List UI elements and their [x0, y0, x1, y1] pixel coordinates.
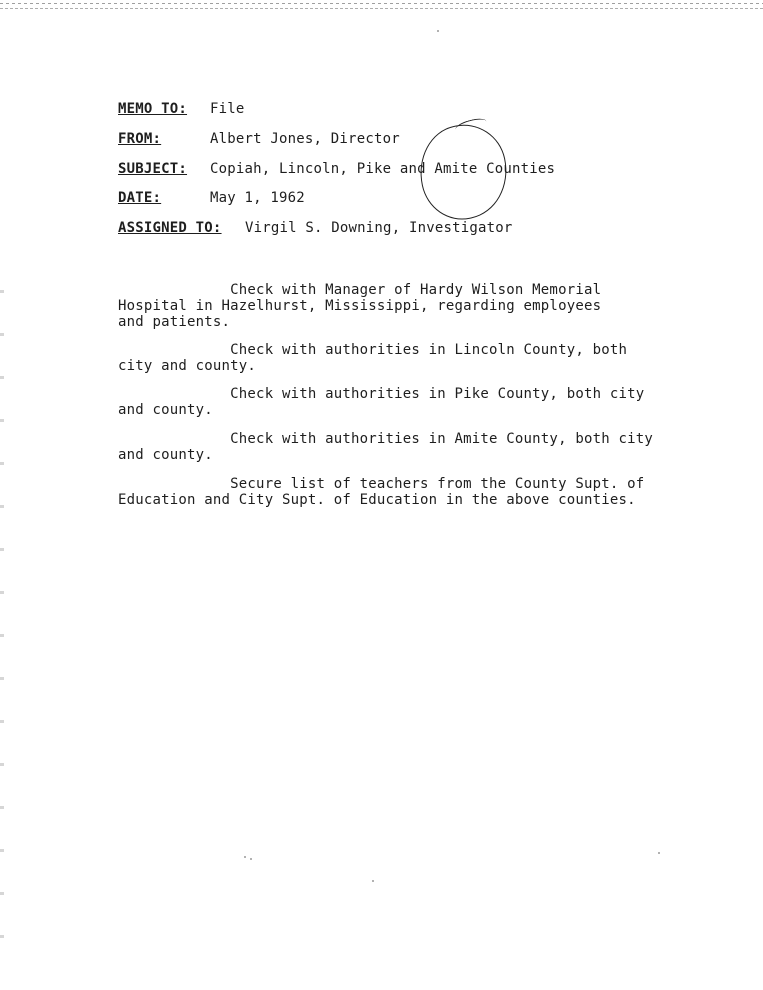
from-label: FROM:: [118, 131, 162, 147]
scan-speck: [250, 858, 252, 860]
scan-speck: [437, 30, 439, 32]
handwritten-circle-mark: [411, 117, 516, 227]
assigned-to-value: Virgil S. Downing, Investigator: [245, 220, 513, 236]
assigned-to-row: [118, 220, 513, 236]
paragraph-teachers: Secure list of teachers from the County Supt. of Education and City Supt. of Education in the above counties.: [118, 476, 645, 508]
memo-to-label: MEMO TO:: [118, 101, 188, 117]
subject-row: [118, 161, 556, 177]
subject-value: Copiah, Lincoln, Pike and Amite Counties: [210, 161, 556, 177]
memo-to-value: File: [210, 101, 245, 117]
paragraph-pike: Check with authorities in Pike County, both city and county.: [118, 386, 645, 418]
scan-speck: [372, 880, 374, 882]
from-value: Albert Jones, Director: [210, 131, 400, 147]
paragraph-hospital: Check with Manager of Hardy Wilson Memorial Hospital in Hazelhurst, Mississippi, regarding employees and patients.: [118, 282, 602, 330]
scan-top-edge: [0, 0, 763, 9]
scan-speck: [244, 856, 246, 858]
scan-speck: [658, 852, 660, 854]
paragraph-lincoln: Check with authorities in Lincoln County, both city and county.: [118, 342, 628, 374]
date-row: [118, 190, 305, 206]
memo-to-row: [118, 101, 245, 117]
assigned-to-label: ASSIGNED TO:: [118, 220, 222, 236]
from-row: [118, 131, 400, 147]
date-value: May 1, 1962: [210, 190, 305, 206]
scan-left-edge: [0, 250, 4, 950]
date-label: DATE:: [118, 190, 162, 206]
subject-label: SUBJECT:: [118, 161, 188, 177]
paragraph-amite: Check with authorities in Amite County, both city and county.: [118, 431, 653, 463]
